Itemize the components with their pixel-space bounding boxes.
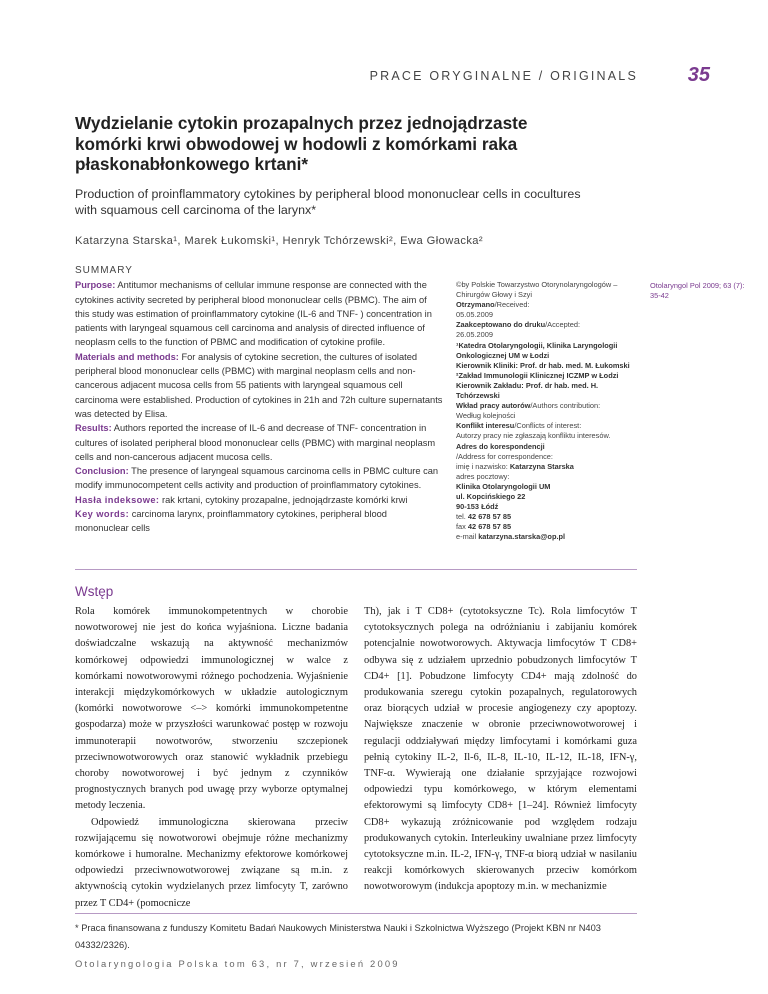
conflict xyxy=(456,421,636,431)
received-date: 05.05.2009 xyxy=(456,310,493,320)
copyright: ©by Polskie Towarzystwo Otorynolaryngologów – Chirurgów Głowy i Szyi xyxy=(456,280,618,300)
name-value: Katarzyna Starska xyxy=(509,461,574,471)
article-info xyxy=(456,280,636,542)
conclusion-text: The presence of laryngeal squamous carcinoma cells in PBMC culture can modify immunocompetent cells activity and production of proinflammatory cytokines. xyxy=(75,466,439,491)
methods-text: For analysis of cytokine secretion, the cultures of isolated peripheral blood mononuclear cells (PBMC) with marginal neoplasm cells and non-cancerous adjacent mucosa cells from 55 patients with laryngeal squamous cell carcinoma were established. Production of cytokines in 21h and 72h culture supernatants was detected by Elisa. xyxy=(75,351,443,419)
haslo-text: rak krtani, cytokiny prozapalne, jednojądrzaste komórki krwi xyxy=(162,494,408,505)
keywords xyxy=(75,507,443,536)
conflict-en: /Conflicts of interest: xyxy=(514,421,582,431)
received-en: /Received: xyxy=(494,300,530,310)
summary-results xyxy=(75,421,443,464)
body-paragraph: Th), jak i T CD8+ (cytotoksyczne Tc). Rola limfocytów T cytotoksycznych polega na odróżnianiu i zabijaniu komórek potencjalnie nowotworowych. Aktywacja limfocytów T CD8+ odbywa się z udziałem uprzednio pobudzonych limfocytów T CD4+ [1]. Pobudzone limfocyty CD4+ mają zdolność do produkowania szeregu cytokin pozapalnych, regulatorowych oraz biorących udział w procesie angiogenezy czy apoptozy. Największe znaczenie w obronie przeciwnowotworowej i regulacji oddziaływań między limfocytami i komórkami guza pełnią cytokiny IL-2, Il-6, IL-8, IL-10, IL-12, IL-18, IFN-γ, TNF-α. Wywierają one działanie sprzyjające rozwojowi odpowiedzi typu komórkowego, w którym elementami efektorowymi są limfocyty CD8+ [1–24]. Również limfocyty CD8+ wykazują zróżnicowanie pod względem rodzaju produkowanych cytokin. Interleukiny uwalniane przez limfocyty cytotoksyczne m.in. IL-2, IFN-γ, TNF-α biorą udział w nasilaniu reakcji komórkowych skierowanych przeciw komórkom nowotworowym (indukcja apoptozy m.in. w mechanizmie xyxy=(364,606,637,893)
conclusion-label: Conclusion: xyxy=(75,466,129,477)
results-label: Results: xyxy=(75,423,112,434)
article-title-en: Production of proinflammatory cytokines by peripheral blood mononuclear cells in cocultures with squamous cell carcinoma of the larynx* xyxy=(75,187,581,217)
correspondence-en: /Address for correspondence: xyxy=(456,451,553,461)
accepted-date: 26.05.2009 xyxy=(456,330,493,340)
contribution xyxy=(456,401,636,411)
address-line-1-text: Klinika Otolaryngologii UM xyxy=(456,481,551,491)
body-column-right xyxy=(364,604,637,896)
body-column-left xyxy=(75,604,348,912)
email xyxy=(456,532,636,542)
citation: Otolaryngol Pol 2009; 63 (7): 35-42 xyxy=(650,281,745,300)
summary-conclusion xyxy=(75,464,443,493)
purpose-label: Purpose: xyxy=(75,280,116,291)
contribution-label: Wkład pracy autorów xyxy=(456,401,531,411)
page-number: 35 xyxy=(687,64,710,86)
results-text: Authors reported the increase of IL-6 and decrease of TNF- concentration in cultures of isolated peripheral blood mononuclear cells (PBMC) with marginal neoplasm cells and non-cancerous adjacent mucosa cells. xyxy=(75,423,436,462)
email-label: e-mail xyxy=(456,532,477,542)
footnote-rule xyxy=(75,913,637,914)
correspondence-label: Adres do korespondencji xyxy=(456,441,545,451)
body-paragraph: Rola komórek immunokompetentnych w chorobie nowotworowej nie jest do końca wyjaśniona. Liczne badania doświadczalne wskazują na aktywność mechanizmów komórkowej odpowiedzi immunologicznej w walce z komórkami nowotworowymi różnego pochodzenia. Wyjaśnienie interakcji międzykomórkowych w układzie autologicznym (komórki nowotworowe <–> komórki immunokompetentne gospodarza) może w przyszłości warunkować postęp w rozwoju immunoterapii nowotworów, stworzeniu szczepionek przeciwnowotworowych oraz stanowić wykładnik przebiegu choroby nowotworowej i być jednym z czynników prognostycznych branych pod uwagę przy wyborze optymalnej metody leczenia. xyxy=(75,606,348,812)
section-rule-top xyxy=(75,569,637,570)
address-line-2-text: ul. Kopcińskiego 22 xyxy=(456,491,526,501)
contribution-text: Według kolejności xyxy=(456,411,516,421)
summary-purpose xyxy=(75,278,443,349)
affiliation-1 xyxy=(456,341,636,361)
conflict-label: Konflikt interesu xyxy=(456,421,515,431)
fax-label: fax xyxy=(456,522,466,532)
received-label: Otrzymano xyxy=(456,300,495,310)
methods-label: Materials and methods: xyxy=(75,351,179,362)
address-line-1 xyxy=(456,482,636,492)
section-heading: Wstęp xyxy=(75,584,114,599)
contribution-en: /Authors contribution: xyxy=(530,401,601,411)
summary-heading: SUMMARY xyxy=(75,265,133,276)
affiliation-2 xyxy=(456,371,636,381)
affiliation-2-name: ²Zakład Immunologii Klinicznej ICZMP w Łodzi xyxy=(456,370,619,380)
email-value: katarzyna.starska@op.pl xyxy=(478,532,566,542)
summary-block xyxy=(75,264,443,536)
affiliation-1-head-text: Kierownik Kliniki: Prof. dr hab. med. M. Łukomski xyxy=(456,360,630,370)
fax xyxy=(456,522,636,532)
address-line-3-text: 90-153 Łódź xyxy=(456,502,499,512)
footnote: * Praca finansowana z funduszy Komitetu Badań Naukowych Ministerstwa Nauki i Szkolnictwa Wyższego (Projekt KBN nr N403 04332/2326). xyxy=(75,923,601,950)
tel-value: 42 678 57 85 xyxy=(467,512,512,522)
correspondence xyxy=(456,442,636,452)
fax-value: 42 678 57 85 xyxy=(467,522,512,532)
tel xyxy=(456,512,636,522)
accepted-en: /Accepted: xyxy=(545,320,581,330)
authors: Katarzyna Starska¹, Marek Łukomski¹, Henryk Tchórzewski², Ewa Głowacka² xyxy=(75,235,484,247)
received xyxy=(456,300,636,310)
page-footer: Otolaryngologia Polska tom 63, nr 7, wrzesień 2009 xyxy=(75,958,400,969)
body-paragraph: Odpowiedź immunologiczna skierowana przeciw rozwijającemu się nowotworowi obejmuje różne mechanizmy komórkowe i humoralne. Mechanizmy efektorowe komórkowej odpowiedzi przeciwnowotworowej związane są m.in. z aktywnością cytokin wydzielanych przez limfocyty T, zarówno przez T CD4+ (pomocnicze xyxy=(75,816,348,909)
postal-label: adres pocztowy: xyxy=(456,471,510,481)
index-terms xyxy=(75,493,443,507)
section-label: PRACE ORYGINALNE / ORIGINALS xyxy=(369,69,638,83)
conflict-text: Autorzy pracy nie zgłaszają konfliktu interesów. xyxy=(456,431,611,441)
article-title-pl: Wydzielanie cytokin prozapalnych przez jednojądrzaste komórki krwi obwodowej w hodowli z komórkami raka płaskonabłonkowego krtani* xyxy=(75,113,528,174)
corr-name xyxy=(456,462,636,472)
name-label: imię i nazwisko: xyxy=(456,461,508,471)
affiliation-2-head-text: Kierownik Zakładu: Prof. dr hab. med. H. Tchórzewski xyxy=(456,380,599,401)
keywords-text: carcinoma larynx, proinflammatory cytokines, peripheral blood mononuclear cells xyxy=(75,509,387,534)
summary-methods xyxy=(75,350,443,421)
haslo-label: Hasła indeksowe: xyxy=(75,494,160,505)
tel-label: tel. xyxy=(456,512,466,522)
affiliation-1-name: ¹Katedra Otolaryngologii, Klinika Laryngologii Onkologicznej UM w Łodzi xyxy=(456,340,618,360)
affiliation-1-head xyxy=(456,361,636,371)
keywords-label: Key words: xyxy=(75,509,130,520)
accepted-label: Zaakceptowano do druku xyxy=(456,320,546,330)
address-line-2 xyxy=(456,492,636,502)
purpose-text: Antitumor mechanisms of cellular immune response are connected with the cytokines activity secreted by peripheral blood mononuclear cells (PBMC). The aim of this study was estimation of proinflammatory cytokine (IL-6 and TNF- ) concentration in patients with laryngeal squamous cell carcinoma and analysis of directed influence of neoplasm cells to the function of PBMC and modification of cytokine profile. xyxy=(75,280,432,348)
affiliation-2-head xyxy=(456,381,636,401)
address-line-3 xyxy=(456,502,636,512)
accepted xyxy=(456,320,636,330)
